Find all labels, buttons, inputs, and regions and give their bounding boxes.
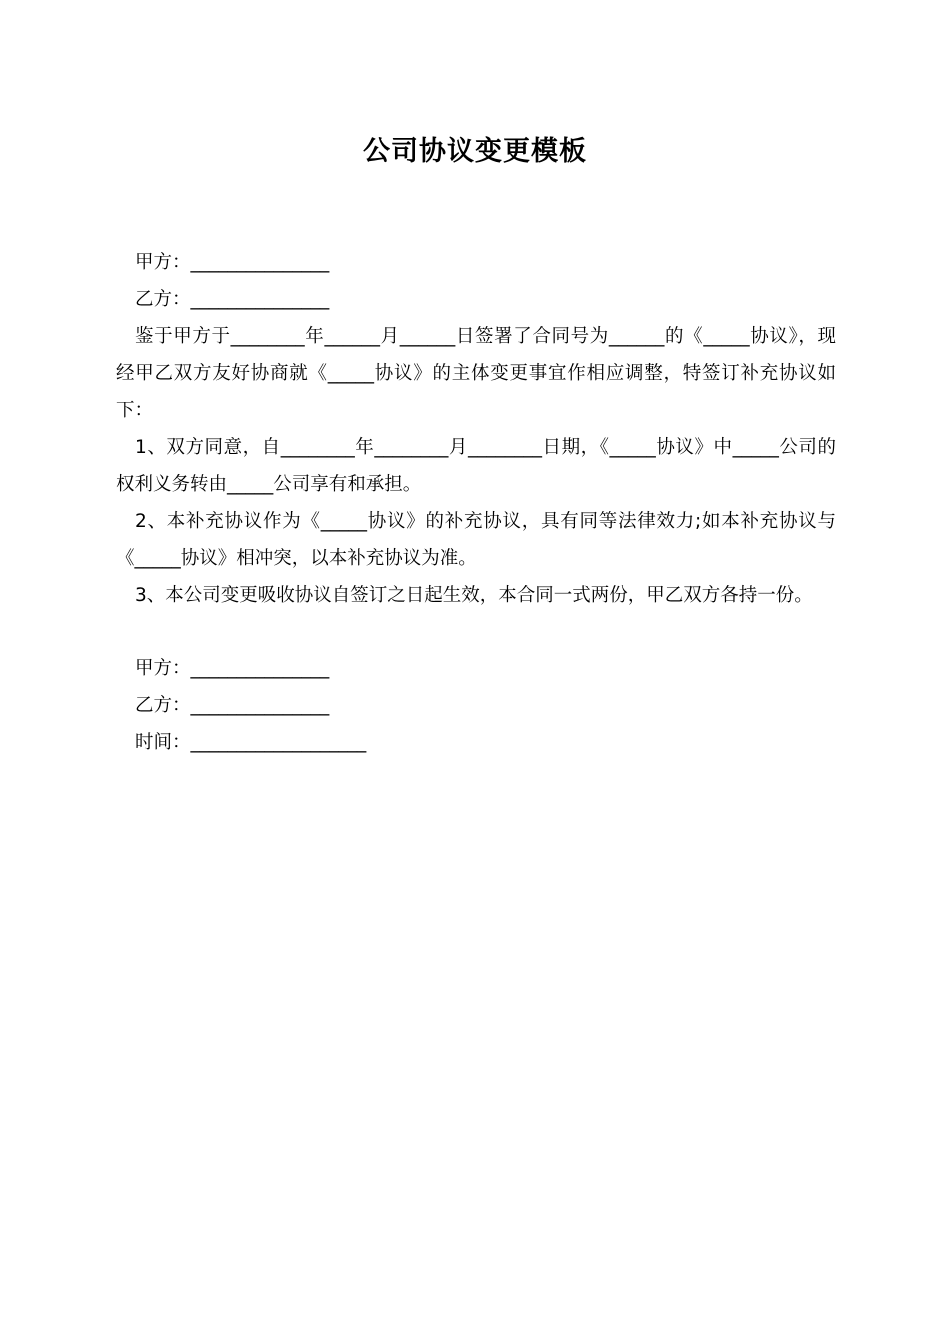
document-body bbox=[116, 244, 836, 761]
signature-party-a-line: 甲方：_______________ bbox=[135, 658, 330, 679]
clause-3: 3、本公司变更吸收协议自签订之日起生效，本合同一式两份，甲乙双方各持一份。 bbox=[135, 585, 813, 606]
signature-time-line: 时间：___________________ bbox=[135, 732, 367, 753]
document-title: 公司协议变更模板 bbox=[363, 136, 587, 167]
clause-1: 1、双方同意，自________年________月________日期，《_____协议》中_____公司的权利义务转由_____公司享有和承担。 bbox=[116, 437, 836, 495]
signature-party-b-line: 乙方：_______________ bbox=[135, 695, 330, 716]
clause-2: 2、本补充协议作为《_____协议》的补充协议，具有同等法律效力;如本补充协议与《_____协议》相冲突，以本补充协议为准。 bbox=[116, 511, 836, 569]
header-party-a-line: 甲方：_______________ bbox=[135, 252, 330, 273]
header-party-b-line: 乙方：_______________ bbox=[135, 289, 330, 310]
section-spacer bbox=[116, 614, 836, 650]
intro-paragraph: 鉴于甲方于________年______月______日签署了合同号为______的《_____协议》，现经甲乙双方友好协商就《_____协议》的主体变更事宜作相应调整，特签订补充协议如下： bbox=[116, 326, 836, 421]
